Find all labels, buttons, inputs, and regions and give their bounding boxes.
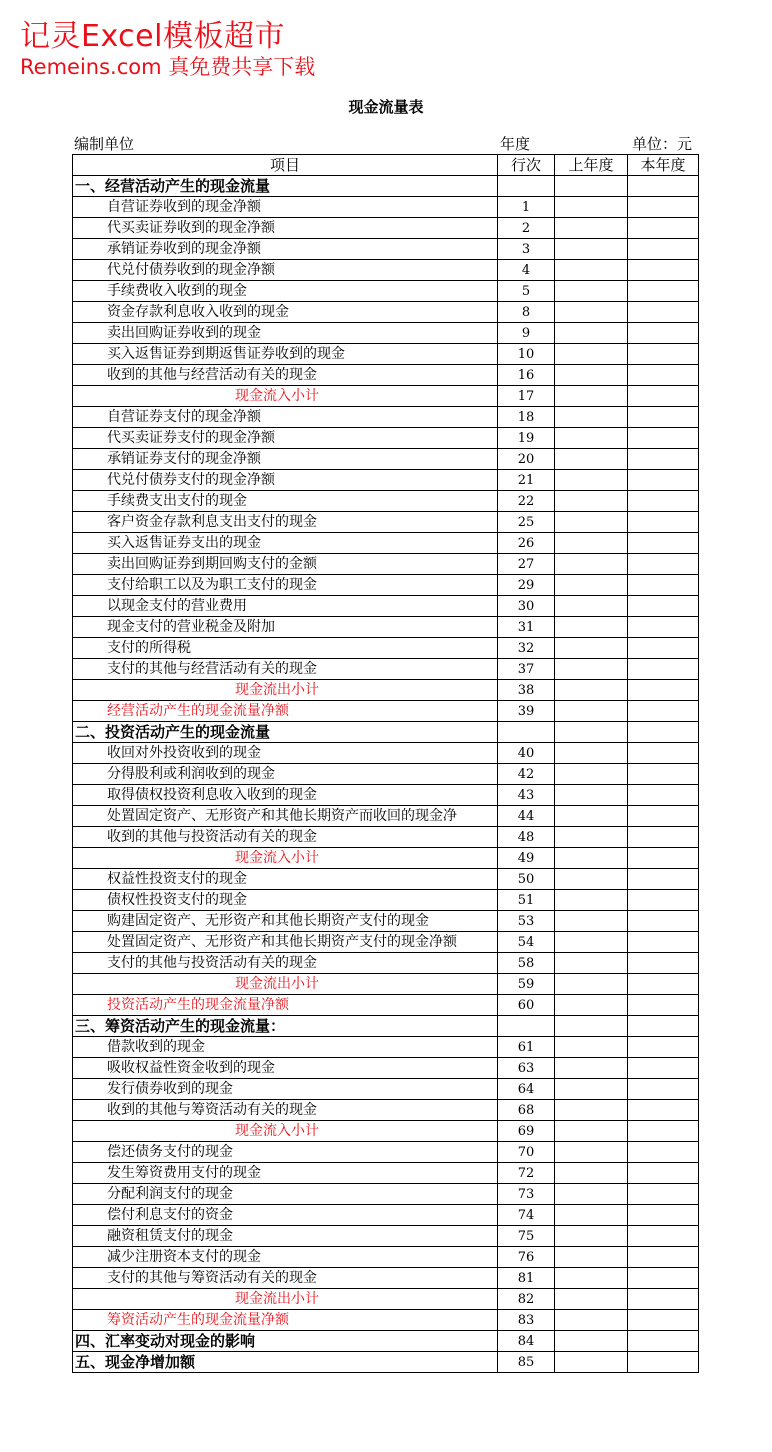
table-row	[73, 1058, 699, 1079]
last-year-value-cell[interactable]	[555, 512, 628, 533]
table-row	[73, 1331, 699, 1352]
item-label: 处置固定资产、无形资产和其他长期资产支付的现金净额	[73, 932, 498, 953]
this-year-value-cell[interactable]	[628, 848, 699, 869]
last-year-value-cell[interactable]	[555, 974, 628, 995]
line-number: 51	[498, 890, 555, 911]
table-row	[73, 932, 699, 953]
this-year-value-cell[interactable]	[628, 1310, 699, 1331]
table-row	[73, 512, 699, 533]
last-year-value-cell[interactable]	[555, 365, 628, 386]
this-year-value-cell[interactable]	[628, 302, 699, 323]
this-year-value-cell[interactable]	[628, 1163, 699, 1184]
line-number	[498, 176, 555, 197]
item-label: 手续费支出支付的现金	[73, 491, 498, 512]
item-label: 支付的其他与筹资活动有关的现金	[73, 1268, 498, 1289]
item-label: 债权性投资支付的现金	[73, 890, 498, 911]
line-number: 1	[498, 197, 555, 218]
line-number: 26	[498, 533, 555, 554]
line-number: 58	[498, 953, 555, 974]
line-number: 50	[498, 869, 555, 890]
table-row	[73, 323, 699, 344]
line-number: 17	[498, 386, 555, 407]
this-year-value-cell[interactable]	[628, 239, 699, 260]
item-label: 卖出回购证券到期回购支付的金额	[73, 554, 498, 575]
this-year-value-cell[interactable]	[628, 722, 699, 743]
last-year-value-cell[interactable]	[555, 281, 628, 302]
item-label: 自营证券收到的现金净额	[73, 197, 498, 218]
table-row	[73, 785, 699, 806]
last-year-value-cell[interactable]	[555, 449, 628, 470]
item-label: 分配利润支付的现金	[73, 1184, 498, 1205]
last-year-value-cell[interactable]	[555, 1226, 628, 1247]
line-number: 21	[498, 470, 555, 491]
this-year-value-cell[interactable]	[628, 743, 699, 764]
subtotal-label: 现金流入小计	[73, 1121, 498, 1142]
table-row	[73, 1289, 699, 1310]
last-year-value-cell[interactable]	[555, 617, 628, 638]
line-number: 39	[498, 701, 555, 722]
this-year-value-cell[interactable]	[628, 890, 699, 911]
header-this-year: 本年度	[628, 155, 699, 176]
table-row	[73, 176, 699, 197]
line-number: 27	[498, 554, 555, 575]
this-year-value-cell[interactable]	[628, 512, 699, 533]
line-number: 84	[498, 1331, 555, 1352]
last-year-value-cell[interactable]	[555, 638, 628, 659]
last-year-value-cell[interactable]	[555, 470, 628, 491]
this-year-value-cell[interactable]	[628, 827, 699, 848]
item-label: 买入返售证券支出的现金	[73, 533, 498, 554]
last-year-value-cell[interactable]	[555, 1205, 628, 1226]
this-year-value-cell[interactable]	[628, 806, 699, 827]
item-label: 承销证券收到的现金净额	[73, 239, 498, 260]
line-number: 74	[498, 1205, 555, 1226]
this-year-value-cell[interactable]	[628, 995, 699, 1016]
item-label: 发生筹资费用支付的现金	[73, 1163, 498, 1184]
line-number: 68	[498, 1100, 555, 1121]
last-year-value-cell[interactable]	[555, 701, 628, 722]
section-heading: 三、筹资活动产生的现金流量：	[73, 1016, 498, 1037]
table-row	[73, 1079, 699, 1100]
item-label: 支付的所得税	[73, 638, 498, 659]
line-number: 31	[498, 617, 555, 638]
table-row	[73, 260, 699, 281]
last-year-value-cell[interactable]	[555, 596, 628, 617]
item-label: 支付给职工以及为职工支付的现金	[73, 575, 498, 596]
this-year-value-cell[interactable]	[628, 869, 699, 890]
table-row	[73, 575, 699, 596]
line-number: 48	[498, 827, 555, 848]
subtotal-label: 现金流出小计	[73, 680, 498, 701]
last-year-value-cell[interactable]	[555, 995, 628, 1016]
table-row	[73, 281, 699, 302]
last-year-value-cell[interactable]	[555, 1310, 628, 1331]
line-number: 10	[498, 344, 555, 365]
this-year-value-cell[interactable]	[628, 596, 699, 617]
last-year-value-cell[interactable]	[555, 953, 628, 974]
last-year-value-cell[interactable]	[555, 1163, 628, 1184]
last-year-value-cell[interactable]	[555, 1142, 628, 1163]
table-row	[73, 848, 699, 869]
item-label: 客户资金存款利息支出支付的现金	[73, 512, 498, 533]
last-year-value-cell[interactable]	[555, 911, 628, 932]
line-number: 25	[498, 512, 555, 533]
this-year-value-cell[interactable]	[628, 701, 699, 722]
last-year-value-cell[interactable]	[555, 1079, 628, 1100]
line-number: 44	[498, 806, 555, 827]
table-row	[73, 470, 699, 491]
last-year-value-cell[interactable]	[555, 344, 628, 365]
line-number: 82	[498, 1289, 555, 1310]
page-title: 现金流量表	[348, 98, 424, 116]
header-last-year: 上年度	[555, 155, 628, 176]
subtotal-label: 现金流入小计	[73, 386, 498, 407]
section-heading: 五、现金净增加额	[73, 1352, 498, 1373]
this-year-value-cell[interactable]	[628, 911, 699, 932]
net-amount-label: 经营活动产生的现金流量净额	[73, 701, 498, 722]
net-amount-label: 投资活动产生的现金流量净额	[73, 995, 498, 1016]
this-year-value-cell[interactable]	[628, 344, 699, 365]
table-row	[73, 1268, 699, 1289]
item-label: 买入返售证券到期返售证券收到的现金	[73, 344, 498, 365]
this-year-value-cell[interactable]	[628, 386, 699, 407]
table-row	[73, 428, 699, 449]
subtotal-label: 现金流入小计	[73, 848, 498, 869]
last-year-value-cell[interactable]	[555, 323, 628, 344]
this-year-value-cell[interactable]	[628, 953, 699, 974]
line-number: 64	[498, 1079, 555, 1100]
last-year-value-cell[interactable]	[555, 890, 628, 911]
last-year-value-cell[interactable]	[555, 554, 628, 575]
last-year-value-cell[interactable]	[555, 302, 628, 323]
last-year-value-cell[interactable]	[555, 239, 628, 260]
last-year-value-cell[interactable]	[555, 575, 628, 596]
line-number: 40	[498, 743, 555, 764]
last-year-value-cell[interactable]	[555, 806, 628, 827]
item-label: 分得股利或利润收到的现金	[73, 764, 498, 785]
table-row	[73, 1142, 699, 1163]
last-year-value-cell[interactable]	[555, 407, 628, 428]
table-row	[73, 680, 699, 701]
table-row	[73, 1121, 699, 1142]
last-year-value-cell[interactable]	[555, 680, 628, 701]
line-number: 42	[498, 764, 555, 785]
line-number: 83	[498, 1310, 555, 1331]
this-year-value-cell[interactable]	[628, 1058, 699, 1079]
table-body	[73, 176, 699, 1373]
table-row	[73, 806, 699, 827]
item-label: 代买卖证券收到的现金净额	[73, 218, 498, 239]
last-year-value-cell[interactable]	[555, 218, 628, 239]
cash-flow-table	[72, 154, 699, 1373]
last-year-value-cell[interactable]	[555, 1247, 628, 1268]
this-year-value-cell[interactable]	[628, 1016, 699, 1037]
last-year-value-cell[interactable]	[555, 176, 628, 197]
line-number: 61	[498, 1037, 555, 1058]
item-label: 代买卖证券支付的现金净额	[73, 428, 498, 449]
table-row	[73, 302, 699, 323]
last-year-value-cell[interactable]	[555, 533, 628, 554]
line-number: 22	[498, 491, 555, 512]
table-row	[73, 554, 699, 575]
line-number: 63	[498, 1058, 555, 1079]
item-label: 取得债权投资利息收入收到的现金	[73, 785, 498, 806]
last-year-value-cell[interactable]	[555, 1268, 628, 1289]
line-number: 59	[498, 974, 555, 995]
line-number: 38	[498, 680, 555, 701]
table-row	[73, 1205, 699, 1226]
line-number: 20	[498, 449, 555, 470]
section-heading: 四、汇率变动对现金的影响	[73, 1331, 498, 1352]
line-number: 49	[498, 848, 555, 869]
item-label: 支付的其他与经营活动有关的现金	[73, 659, 498, 680]
line-number: 72	[498, 1163, 555, 1184]
this-year-value-cell[interactable]	[628, 323, 699, 344]
this-year-value-cell[interactable]	[628, 932, 699, 953]
last-year-value-cell[interactable]	[555, 386, 628, 407]
item-label: 自营证券支付的现金净额	[73, 407, 498, 428]
table-row	[73, 239, 699, 260]
line-number: 70	[498, 1142, 555, 1163]
item-label: 以现金支付的营业费用	[73, 596, 498, 617]
last-year-value-cell[interactable]	[555, 1037, 628, 1058]
last-year-value-cell[interactable]	[555, 722, 628, 743]
this-year-value-cell[interactable]	[628, 617, 699, 638]
last-year-value-cell[interactable]	[555, 659, 628, 680]
line-number: 16	[498, 365, 555, 386]
table-row	[73, 218, 699, 239]
this-year-value-cell[interactable]	[628, 407, 699, 428]
line-number: 19	[498, 428, 555, 449]
line-number: 53	[498, 911, 555, 932]
subtotal-label: 现金流出小计	[73, 974, 498, 995]
item-label: 减少注册资本支付的现金	[73, 1247, 498, 1268]
this-year-value-cell[interactable]	[628, 680, 699, 701]
this-year-value-cell[interactable]	[628, 1079, 699, 1100]
item-label: 收到的其他与经营活动有关的现金	[73, 365, 498, 386]
table-row	[73, 638, 699, 659]
table-row	[73, 869, 699, 890]
this-year-value-cell[interactable]	[628, 260, 699, 281]
line-number: 18	[498, 407, 555, 428]
item-label: 借款收到的现金	[73, 1037, 498, 1058]
line-number: 32	[498, 638, 555, 659]
subtotal-label: 现金流出小计	[73, 1289, 498, 1310]
this-year-value-cell[interactable]	[628, 218, 699, 239]
table-row	[73, 197, 699, 218]
item-label: 收到的其他与投资活动有关的现金	[73, 827, 498, 848]
this-year-value-cell[interactable]	[628, 554, 699, 575]
table-row	[73, 1352, 699, 1373]
this-year-value-cell[interactable]	[628, 785, 699, 806]
line-number: 60	[498, 995, 555, 1016]
table-row	[73, 974, 699, 995]
this-year-value-cell[interactable]	[628, 281, 699, 302]
this-year-value-cell[interactable]	[628, 638, 699, 659]
section-heading: 一、经营活动产生的现金流量	[73, 176, 498, 197]
this-year-value-cell[interactable]	[628, 1247, 699, 1268]
last-year-value-cell[interactable]	[555, 260, 628, 281]
currency-unit-label: 单位：元	[632, 135, 693, 153]
item-label: 权益性投资支付的现金	[73, 869, 498, 890]
item-label: 发行债券收到的现金	[73, 1079, 498, 1100]
table-row	[73, 1310, 699, 1331]
line-number: 69	[498, 1121, 555, 1142]
last-year-value-cell[interactable]	[555, 1058, 628, 1079]
table-row	[73, 386, 699, 407]
this-year-value-cell[interactable]	[628, 470, 699, 491]
preparing-unit-label: 编制单位	[74, 135, 135, 153]
last-year-value-cell[interactable]	[555, 785, 628, 806]
table-row	[73, 1016, 699, 1037]
this-year-value-cell[interactable]	[628, 1121, 699, 1142]
this-year-value-cell[interactable]	[628, 449, 699, 470]
this-year-value-cell[interactable]	[628, 1268, 699, 1289]
last-year-value-cell[interactable]	[555, 1289, 628, 1310]
watermark-title: 记灵Excel模板超市	[20, 19, 285, 54]
this-year-value-cell[interactable]	[628, 491, 699, 512]
line-number: 30	[498, 596, 555, 617]
item-label: 吸收权益性资金收到的现金	[73, 1058, 498, 1079]
item-label: 收回对外投资收到的现金	[73, 743, 498, 764]
item-label: 处置固定资产、无形资产和其他长期资产而收回的现金净	[73, 806, 498, 827]
line-number: 5	[498, 281, 555, 302]
table-row	[73, 407, 699, 428]
table-row	[73, 617, 699, 638]
line-number: 8	[498, 302, 555, 323]
line-number: 2	[498, 218, 555, 239]
item-label: 卖出回购证券收到的现金	[73, 323, 498, 344]
last-year-value-cell[interactable]	[555, 1352, 628, 1373]
this-year-value-cell[interactable]	[628, 1226, 699, 1247]
watermark-subtitle: Remeins.com 真免费共享下载	[20, 55, 316, 79]
table-row	[73, 533, 699, 554]
last-year-value-cell[interactable]	[555, 743, 628, 764]
this-year-value-cell[interactable]	[628, 1142, 699, 1163]
table-row	[73, 722, 699, 743]
line-number: 73	[498, 1184, 555, 1205]
table-row	[73, 1037, 699, 1058]
table-row	[73, 449, 699, 470]
this-year-value-cell[interactable]	[628, 1184, 699, 1205]
last-year-value-cell[interactable]	[555, 848, 628, 869]
last-year-value-cell[interactable]	[555, 764, 628, 785]
net-amount-label: 筹资活动产生的现金流量净额	[73, 1310, 498, 1331]
this-year-value-cell[interactable]	[628, 176, 699, 197]
last-year-value-cell[interactable]	[555, 1121, 628, 1142]
this-year-value-cell[interactable]	[628, 1352, 699, 1373]
table-row	[73, 995, 699, 1016]
line-number: 76	[498, 1247, 555, 1268]
table-row	[73, 1226, 699, 1247]
this-year-value-cell[interactable]	[628, 764, 699, 785]
last-year-value-cell[interactable]	[555, 1331, 628, 1352]
fiscal-year-label: 年度	[500, 135, 531, 153]
table-row	[73, 1163, 699, 1184]
last-year-value-cell[interactable]	[555, 1184, 628, 1205]
this-year-value-cell[interactable]	[628, 197, 699, 218]
line-number: 9	[498, 323, 555, 344]
item-label: 支付的其他与投资活动有关的现金	[73, 953, 498, 974]
line-number: 3	[498, 239, 555, 260]
this-year-value-cell[interactable]	[628, 428, 699, 449]
last-year-value-cell[interactable]	[555, 869, 628, 890]
item-label: 资金存款利息收入收到的现金	[73, 302, 498, 323]
table-row	[73, 1184, 699, 1205]
line-number: 37	[498, 659, 555, 680]
header-item: 项目	[73, 155, 498, 176]
table-header-row	[73, 155, 699, 176]
table-row	[73, 659, 699, 680]
this-year-value-cell[interactable]	[628, 1289, 699, 1310]
table-row	[73, 491, 699, 512]
item-label: 收到的其他与筹资活动有关的现金	[73, 1100, 498, 1121]
item-label: 承销证券支付的现金净额	[73, 449, 498, 470]
this-year-value-cell[interactable]	[628, 1205, 699, 1226]
last-year-value-cell[interactable]	[555, 1016, 628, 1037]
line-number: 54	[498, 932, 555, 953]
line-number	[498, 722, 555, 743]
line-number: 43	[498, 785, 555, 806]
last-year-value-cell[interactable]	[555, 491, 628, 512]
table-row	[73, 1247, 699, 1268]
last-year-value-cell[interactable]	[555, 428, 628, 449]
this-year-value-cell[interactable]	[628, 974, 699, 995]
item-label: 偿还债务支付的现金	[73, 1142, 498, 1163]
table-row	[73, 701, 699, 722]
line-number: 85	[498, 1352, 555, 1373]
this-year-value-cell[interactable]	[628, 533, 699, 554]
table-row	[73, 1100, 699, 1121]
table-row	[73, 344, 699, 365]
last-year-value-cell[interactable]	[555, 1100, 628, 1121]
this-year-value-cell[interactable]	[628, 1100, 699, 1121]
table-row	[73, 911, 699, 932]
this-year-value-cell[interactable]	[628, 365, 699, 386]
this-year-value-cell[interactable]	[628, 1037, 699, 1058]
table-row	[73, 596, 699, 617]
line-number: 81	[498, 1268, 555, 1289]
this-year-value-cell[interactable]	[628, 659, 699, 680]
item-label: 手续费收入收到的现金	[73, 281, 498, 302]
table-row	[73, 764, 699, 785]
item-label: 偿付利息支付的资金	[73, 1205, 498, 1226]
table-row	[73, 827, 699, 848]
this-year-value-cell[interactable]	[628, 575, 699, 596]
last-year-value-cell[interactable]	[555, 932, 628, 953]
section-heading: 二、投资活动产生的现金流量	[73, 722, 498, 743]
last-year-value-cell[interactable]	[555, 827, 628, 848]
item-label: 购建固定资产、无形资产和其他长期资产支付的现金	[73, 911, 498, 932]
line-number: 29	[498, 575, 555, 596]
item-label: 代兑付债券支付的现金净额	[73, 470, 498, 491]
table-row	[73, 953, 699, 974]
item-label: 代兑付债券收到的现金净额	[73, 260, 498, 281]
line-number: 75	[498, 1226, 555, 1247]
header-line-no: 行次	[498, 155, 555, 176]
last-year-value-cell[interactable]	[555, 197, 628, 218]
table-row	[73, 743, 699, 764]
line-number	[498, 1016, 555, 1037]
table-row	[73, 890, 699, 911]
table-row	[73, 365, 699, 386]
item-label: 融资租赁支付的现金	[73, 1226, 498, 1247]
this-year-value-cell[interactable]	[628, 1331, 699, 1352]
item-label: 现金支付的营业税金及附加	[73, 617, 498, 638]
line-number: 4	[498, 260, 555, 281]
